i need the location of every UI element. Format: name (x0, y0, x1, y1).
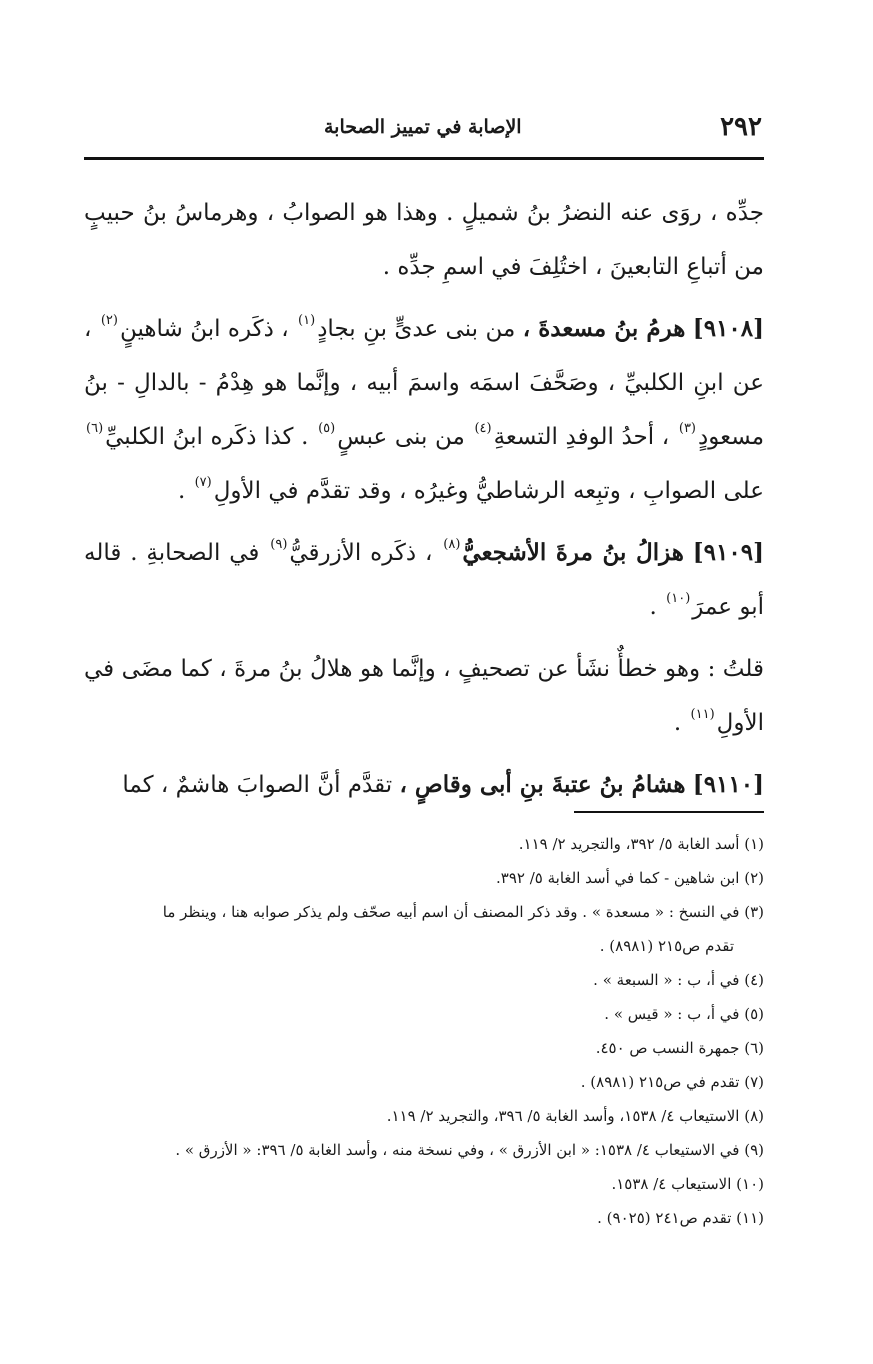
entry-text: . كذا ذكَره ابنُ الكلبيِّ (105, 424, 309, 450)
entry-number: [٩١١٠] (692, 771, 764, 798)
footnote-ref: (٩) (270, 537, 288, 552)
footnote: (٣) في النسخ : « مسعدة » . وقد ذكر المصنف أن اسم أبيه صحّف ولم يذكر صوابه هنا ، وينظر ما (162, 903, 764, 921)
entry-text: تقدَّم أنَّ الصوابَ هاشمٌ ، كما (122, 772, 393, 798)
footnote: (٨) الاستيعاب ٤/ ١٥٣٨، وأسد الغابة ٥/ ٣٩٦، والتجريد ٢/ ١١٩. (386, 1107, 764, 1125)
entry-text: ، ذكَره الأزرقيُّ (289, 540, 433, 566)
page-header (84, 112, 762, 152)
paragraph-text: . (673, 710, 682, 736)
entry-name: هشامُ بنُ عتبةَ بنِ أبى وقاصٍ ، (399, 771, 686, 798)
footnote: (٩) في الاستيعاب ٤/ ١٥٣٨: « ابن الأزرق » ، وفي نسخة منه ، وأسد الغابة ٥/ ٣٩٦: « الأزرق » . (175, 1141, 764, 1159)
footnote-rule (574, 811, 764, 813)
footnote-ref: (٤) (474, 421, 492, 436)
footnote-ref: (٨) (443, 537, 461, 552)
entry-9109 (84, 526, 764, 634)
paragraph-text: قلتُ : وهو خطأٌ نشَأ عن تصحيفٍ ، وإنَّما هو هلالُ بنُ مرةَ ، كما مضَى في الأولِ (84, 656, 764, 736)
entry-text: في الصحابةِ . قاله أبو عمرَ (84, 540, 764, 620)
entry-text: . (649, 594, 657, 620)
header-rule (84, 157, 764, 160)
footnote: (٥) في أ، ب : « قيس » . (604, 1005, 764, 1023)
footnote: (١١) تقدم ص٢٤١ (٩٠٢٥) . (597, 1209, 764, 1227)
footnote-ref: (١) (298, 313, 316, 328)
footnote: (٤) في أ، ب : « السبعة » . (593, 971, 764, 989)
footnote-ref: (١٠) (666, 591, 691, 606)
entry-text: ، عن ابنِ الكلبيِّ ، وصَحَّفَ اسمَه واسمَ أبيه ، وإنَّما هو هِدْمُ - بالدالِ - بنُ مسعودٍ (84, 316, 765, 450)
footnote-ref: (٥) (318, 421, 336, 436)
entry-text: على الصوابِ ، وتبِعه الرشاطيُّ وغيرُه ، وقد تقدَّم في الأولِ (213, 478, 764, 504)
footnote: (١) أسد الغابة ٥/ ٣٩٢، والتجريد ٢/ ١١٩. (518, 835, 764, 853)
paragraph-qult (84, 642, 764, 750)
footnote-ref: (٣) (678, 421, 696, 436)
footnote-ref: (١١) (690, 707, 715, 722)
footnote-ref: (٦) (86, 421, 104, 436)
entry-9110 (84, 758, 764, 812)
footnote: (١٠) الاستيعاب ٤/ ١٥٣٨. (611, 1175, 764, 1193)
paragraph-text: جدِّه ، روَى عنه النضرُ بنُ شميلٍ . وهذا هو الصوابُ ، وهرماسُ بنُ حبيبٍ من أتباعِ التابعينَ ، اختُلِفَ في اسمِ جدِّه . (84, 200, 764, 280)
entry-text: من بنى عبسٍ (337, 424, 465, 450)
entry-number: [٩١٠٨] (692, 315, 764, 342)
page-number: ٢٩٢ (720, 112, 762, 142)
entry-name: هزالُ بنُ مرةَ الأشجعيُّ (462, 539, 684, 566)
main-text (84, 186, 764, 820)
footnote: (٧) تقدم في ص٢١٥ (٨٩٨١) . (580, 1073, 764, 1091)
entry-number: [٩١٠٩] (692, 539, 764, 566)
footnote: (٢) ابن شاهين - كما في أسد الغابة ٥/ ٣٩٢. (495, 869, 764, 887)
entry-9108 (84, 302, 764, 518)
entry-text: ، أحدُ الوفدِ التسعةِ (493, 424, 670, 450)
footnote-continuation: تقدم ص٢١٥ (٨٩٨١) . (599, 937, 734, 955)
entry-text: من بنى عدىٍّ بنِ بجادٍ (317, 316, 516, 342)
footnote: (٦) جمهرة النسب ص ٤٥٠. (595, 1039, 764, 1057)
footnote-ref: (٢) (100, 313, 118, 328)
entry-text: ، ذكَره ابنُ شاهينٍ (119, 316, 289, 342)
entry-text: . (177, 478, 186, 504)
running-title: الإصابة في تمييز الصحابة (324, 116, 522, 138)
paragraph-continuation (84, 186, 764, 294)
entry-name: هرمُ بنُ مسعدةَ ، (522, 315, 686, 342)
footnote-ref: (٧) (194, 475, 212, 490)
footnotes (80, 827, 764, 1235)
